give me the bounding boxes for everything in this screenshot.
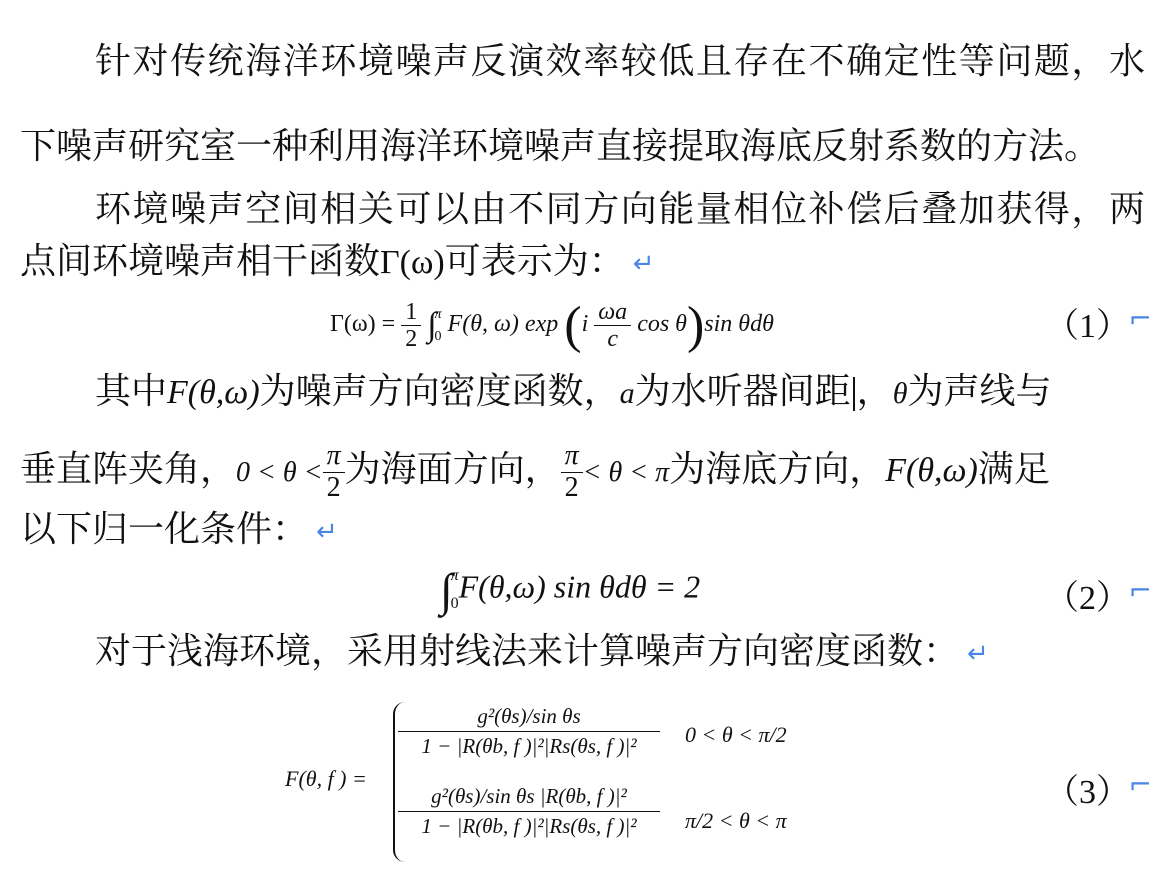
pi-over-2-fraction	[561, 441, 583, 504]
gamma-omega-symbol: Γ(ω)	[380, 244, 445, 281]
paragraph4-line1	[95, 630, 1152, 676]
text-span: 满足	[977, 449, 1050, 490]
eq1-tail: sin θdθ	[704, 311, 774, 338]
eq1-frac-den: 2	[405, 326, 418, 352]
text-cursor[interactable]	[853, 377, 855, 411]
eq3-case2-condition: π/2 < θ < π	[685, 808, 787, 833]
text-span: 为声线与	[907, 371, 1052, 412]
paragraph3-line2	[20, 440, 1152, 503]
eq3-case2-den: 1 − |R(θb, f )|²|Rs(θs, f )|²	[421, 814, 637, 838]
frac-den: 2	[564, 471, 579, 503]
equation-tail-marker: ⌐	[1128, 302, 1152, 335]
eq1-inner-num: ωa	[594, 299, 631, 326]
equation-number-1: （1）	[1045, 308, 1130, 345]
eq1-upper-limit: π	[434, 306, 442, 322]
frac-num: π	[561, 441, 583, 473]
paragraph2-line1: 环境噪声空间相关可以由不同方向能量相位补偿后叠加获得，两	[95, 189, 1145, 230]
text-span: 为海底方向，	[669, 449, 886, 490]
eq2-limits	[451, 562, 459, 618]
f-theta-omega-symbol: F(θ,ω)	[885, 452, 978, 489]
text-span: 为噪声方向密度函数，	[259, 371, 620, 412]
eq1-inner-den: c	[607, 326, 619, 352]
eq1-i: i	[581, 311, 589, 338]
eq3-case1-fraction	[398, 704, 660, 759]
eq3-case1-num: g²(θs)/sin θs	[398, 704, 660, 732]
eq2-lower-limit: 0	[450, 595, 459, 612]
inequality-2: < θ < π	[582, 457, 670, 488]
text-span: 对于浅海环境，采用射线法来计算噪声方向密度函数：	[95, 631, 960, 672]
eq2-body: F(θ,ω) sin θdθ = 2	[458, 568, 701, 605]
theta-symbol: θ	[892, 377, 908, 410]
a-symbol: a	[619, 377, 635, 410]
frac-num: π	[323, 441, 345, 473]
equation-tail-marker: ⌐	[1128, 574, 1152, 607]
eq1-frac-num: 1	[401, 299, 421, 326]
eq1-paren-close: )	[686, 297, 705, 354]
paragraph-return-icon: ↵	[316, 517, 338, 547]
integral-sign: ∫	[440, 564, 453, 616]
eq3-lhs: F(θ, f ) =	[285, 766, 367, 791]
text-span: ，	[856, 371, 893, 412]
eq3-case1-den: 1 − |R(θb, f )|²|Rs(θs, f )|²	[421, 734, 637, 758]
eq1-fraction	[401, 299, 421, 353]
frac-den: 2	[326, 471, 341, 503]
eq1-inner-fraction	[594, 299, 631, 353]
integral-sign: ∫	[427, 306, 437, 344]
inequality-1: 0 < θ <	[236, 457, 323, 488]
eq3-case1-condition: 0 < θ < π/2	[685, 722, 787, 747]
text-span: 垂直阵夹角，	[20, 449, 237, 490]
text-span: 其中	[95, 371, 168, 412]
eq1-paren-open: (	[564, 297, 582, 354]
eq1-body: F(θ, ω) exp	[447, 311, 559, 338]
eq2-upper-limit: π	[450, 567, 459, 584]
equation-tail-marker: ⌐	[1128, 768, 1152, 801]
paragraph3-line3	[20, 508, 1152, 554]
paragraph-return-icon: ↵	[967, 639, 989, 669]
text-span: 以下归一化条件：	[20, 509, 309, 550]
paragraph2-line2	[20, 240, 1152, 286]
text-span: 点间环境噪声相干函数	[20, 241, 381, 282]
paragraph-return-icon: ↵	[632, 249, 655, 279]
eq1-cos: cos θ	[637, 311, 687, 338]
text-span: 为水听器间距	[634, 371, 851, 412]
paragraph3-line1	[95, 370, 1152, 416]
paragraph1-line2: 下噪声研究室一种利用海洋环境噪声直接提取海底反射系数的方法。	[20, 126, 1101, 167]
pi-over-2-fraction	[323, 441, 345, 504]
equation-1	[330, 296, 774, 355]
text-span: 为海面方向，	[344, 449, 561, 490]
equation-number-3: （3）	[1045, 774, 1130, 811]
f-theta-omega-symbol: F(θ,ω)	[167, 374, 260, 411]
eq3-case2-num: g²(θs)/sin θs |R(θb, f )|²	[398, 784, 660, 812]
eq1-lower-limit: 0	[434, 328, 442, 344]
equation-2	[440, 562, 700, 618]
paragraph1-line1: 针对传统海洋环境噪声反演效率较低且存在不确定性等问题，水	[95, 41, 1145, 82]
eq1-limits	[435, 304, 442, 348]
equation-number-2: （2）	[1045, 580, 1130, 617]
text-span: 可表示为：	[444, 241, 625, 282]
eq1-lhs: Γ(ω) =	[330, 311, 396, 338]
eq3-case2-fraction	[398, 784, 660, 839]
